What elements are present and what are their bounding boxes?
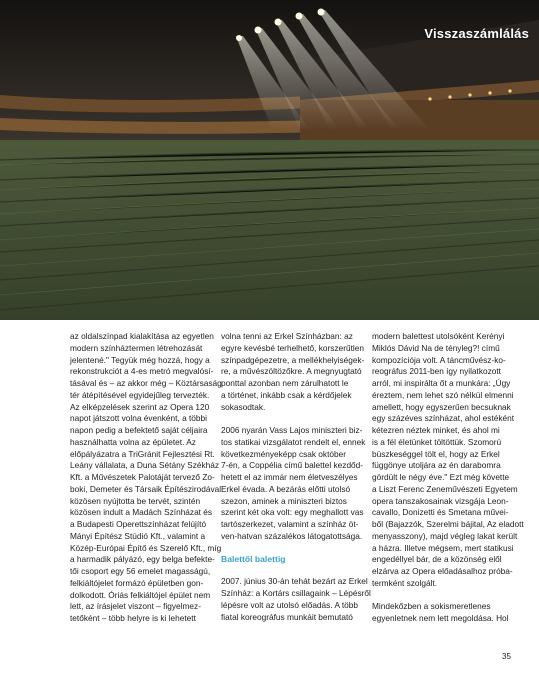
text-line: 2006 nyarán Vass Lajos miniszteri biz- bbox=[221, 425, 363, 435]
text-line: opera tanszakosainak vizsgája Leon- bbox=[372, 495, 509, 506]
text-line: tos statikai vizsgálatot rendelt el, ennek bbox=[221, 436, 366, 447]
text-line: 2007. június 30-án tehát bezárt az Erkel bbox=[221, 576, 368, 587]
text-line: a házra. Illetve mégsem, mert statikusi bbox=[372, 542, 514, 553]
text-line: sokasodtak. bbox=[221, 401, 266, 412]
text-line: tér átépítésével egyidejűleg tervezték. bbox=[70, 389, 210, 400]
text-line: lépésre volt az utolsó előadás. A több bbox=[221, 599, 358, 610]
text-line: modern színháztermen létrehozását bbox=[70, 342, 203, 353]
text-line: lett, az írásjelet viszont – figyelmez- bbox=[70, 601, 201, 612]
text-line: a történet, inkább csak a kérdőjelek bbox=[221, 389, 352, 400]
text-line: amellett, hogy egyszerűen becsuknak bbox=[372, 401, 511, 412]
text-line: függönye utoljára az én darabomra bbox=[372, 460, 501, 471]
text-line: dolkodott. Óriás felkiáltójel épület nem bbox=[70, 589, 211, 600]
text-line: ből (Bajazzók, Szerelmi bájital, Az eladott bbox=[372, 519, 524, 529]
text-column-3 bbox=[372, 331, 524, 625]
text-line: Mányi Építész Stúdió Kft., valamint a bbox=[70, 530, 206, 541]
text-line: Leány vállalata, a Duna Sétány Székház bbox=[70, 460, 219, 471]
text-line: Erkel évada. A bezárás előtti utolsó bbox=[221, 483, 351, 494]
text-line: volna tenni az Erkel Színházban: az bbox=[221, 331, 353, 341]
text-line: a Liszt Ferenc Zeneművészeti Egyetem bbox=[372, 483, 518, 494]
text-line: ven-hatvan százalékos látogatottsága. bbox=[221, 530, 363, 541]
text-line: szezon, aminek a miniszteri biztos bbox=[221, 495, 347, 506]
text-line: kétezren néztek minket, és ahol mi bbox=[372, 425, 500, 435]
text-line: tői csoport egy 56 emelet magasságú, bbox=[70, 566, 211, 576]
text-line: tetőként – több helyre is ki lehetett bbox=[70, 613, 196, 623]
text-line: termként szolgált. bbox=[372, 577, 438, 588]
text-line: használhatta volna az épületet. Az bbox=[70, 436, 196, 447]
text-line: re, a művészöltözőkre. A megnyugtató bbox=[221, 366, 362, 377]
text-line: következményeképp csak október bbox=[221, 448, 346, 459]
text-line: egyenletnek nem lett megoldása. Hol bbox=[372, 613, 509, 623]
text-line: hetett el az immár nem életveszélyes bbox=[221, 472, 358, 482]
text-column-1 bbox=[70, 331, 222, 625]
text-line: elzárva az Opera előadásalhoz próba- bbox=[372, 566, 513, 576]
theatre-auditorium-photo-icon bbox=[0, 0, 539, 320]
text-line: cavallo, Donizetti és Smetana művei- bbox=[372, 507, 509, 518]
text-line: egy százéves színházat, ahol estéként bbox=[372, 413, 515, 424]
text-line: színpadgépezetre, a mellékhelyiségek- bbox=[221, 354, 365, 365]
text-line: 7-én, a Coppélia című balettel kezdőd- bbox=[221, 460, 364, 471]
text-line: közösen nyújtotta be tervét, szintén bbox=[70, 495, 201, 506]
text-column-2 bbox=[221, 331, 371, 623]
text-line: Mindekőzben a sokismeretlenes bbox=[372, 601, 491, 612]
text-line: a harmadik pályázó, egy belga befekte- bbox=[70, 554, 215, 565]
text-line: Miklós Dávid Na de tényleg?! című bbox=[372, 342, 500, 353]
text-line: tartószerkezet, valamint a színház öt- bbox=[221, 519, 359, 529]
text-line: reográfus 2011-ben így nyilatkozott bbox=[372, 366, 501, 377]
text-line: napot játszott volna évenként, a többi bbox=[70, 413, 207, 424]
text-line: gördült le négy éve." Ezt még követte bbox=[372, 472, 510, 482]
text-line: tásával és – az akkor még – Köztársaság bbox=[70, 378, 222, 388]
section-title: Visszaszámlálás bbox=[424, 26, 529, 41]
text-line: jelentené." Tegyük még hozzá, hogy a bbox=[70, 354, 210, 365]
text-line: modern balettest utolsóként Kerényi bbox=[372, 331, 505, 341]
text-line: közösen indult a Madách Színházat és bbox=[70, 507, 213, 518]
text-line: napon pedig a befektető saját céljaira bbox=[70, 425, 208, 435]
subheading: Balettől balettig bbox=[221, 553, 286, 564]
text-line: Közép-Európai Építő és Szerelő Kft., míg bbox=[70, 542, 222, 553]
text-line: engedéllyel bár, de a közönség elől bbox=[372, 554, 502, 565]
text-line: kompozíciója volt. A táncművész-ko- bbox=[372, 354, 506, 365]
text-line: előpályázatra a TriGránit Fejlesztési Rt. bbox=[70, 448, 215, 459]
text-line: boki, Demeter és Társaik Építészirodával bbox=[70, 483, 222, 494]
text-line: éreztem, nem lehet szó nélkül elmenni bbox=[372, 389, 514, 400]
page-number: 35 bbox=[502, 652, 511, 661]
text-line: az oldalszínpad kialakítása az egyetlen bbox=[70, 331, 214, 341]
text-line: a Budapesti Operettszínházat felújító bbox=[70, 519, 207, 529]
text-line: ponttal azonban nem zárulhatott le bbox=[221, 378, 349, 388]
text-line: is a fél életünket töltöttük. Szomorú bbox=[372, 436, 502, 447]
text-line: fiatal koreográfus munkáit bemutató bbox=[221, 611, 353, 622]
text-line: Kft. a Művészetek Palotáját tervező Zo- bbox=[70, 472, 215, 482]
hero-photo bbox=[0, 0, 539, 320]
text-line: szerint két oka volt: egy meghallott vas bbox=[221, 507, 364, 518]
text-line: felkiáltójelet formázó épületben gon- bbox=[70, 577, 204, 588]
text-line: arról, mi inspirálta őt a munkára: „Úgy bbox=[372, 378, 511, 388]
text-line: Az elképzelések szerint az Opera 120 bbox=[70, 401, 210, 412]
text-line: rekonstrukciót a 4-es metró megvalósí- bbox=[70, 366, 214, 377]
text-line: menyasszony), majd végleg lakat került bbox=[372, 530, 518, 541]
text-line: Színház: a Kortárs csillagaink – Lépésről bbox=[221, 588, 371, 598]
text-line: egyre kevésbé terhelhető, korszerűtlen bbox=[221, 342, 364, 353]
text-line: büszkeséggel tölt el, hogy az Erkel bbox=[372, 448, 500, 459]
